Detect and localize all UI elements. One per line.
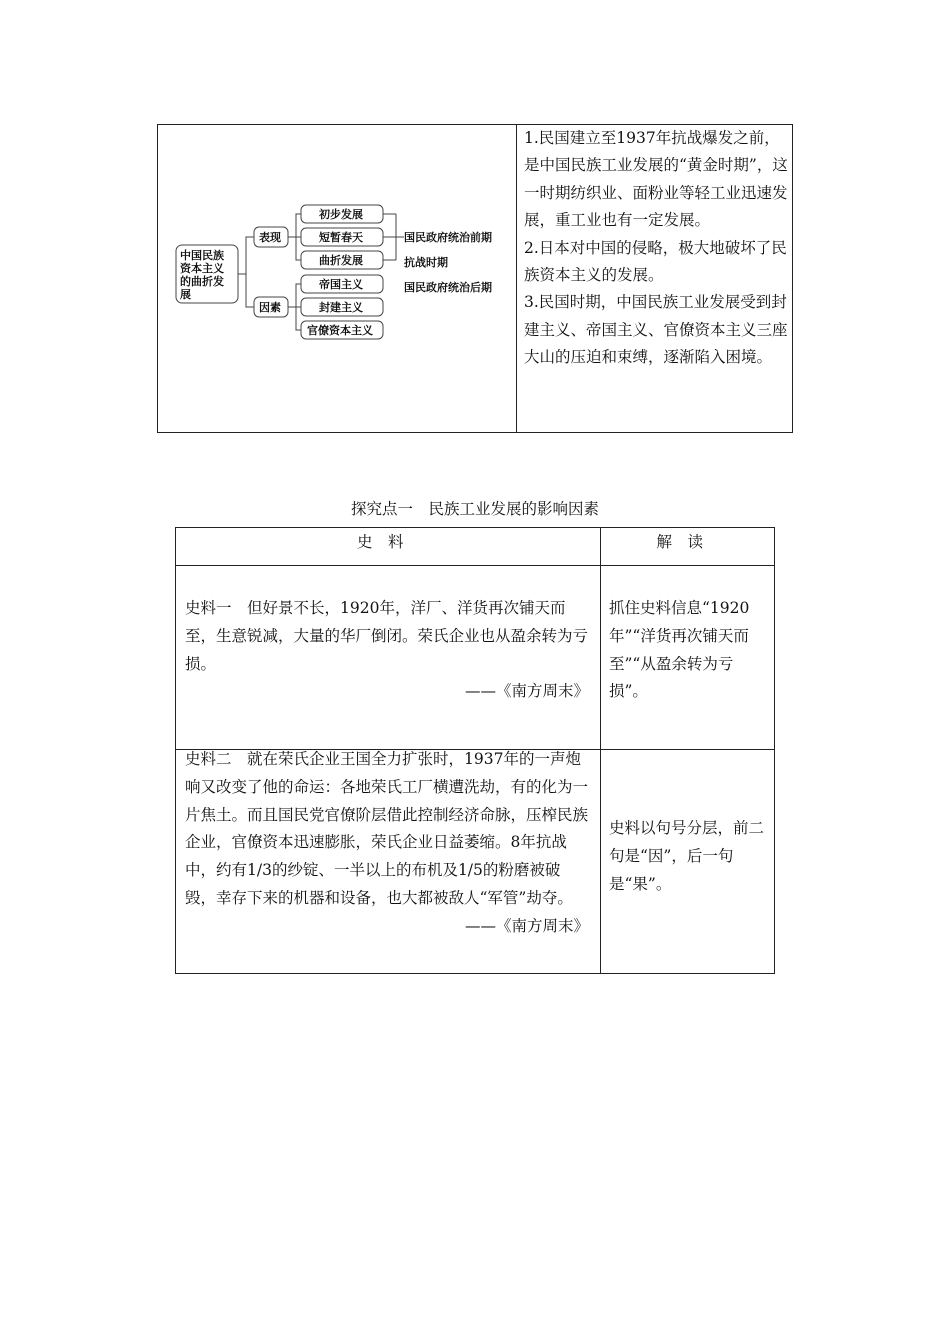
mindmap-factor-3: 官僚资本主义 xyxy=(307,324,373,337)
table-row-1-interpretation: 抓住史料信息“1920年”“洋货再次铺天而至”“从盈余转为亏损”。 xyxy=(609,599,750,701)
material-text: 史料一 但好景不长，1920年，洋厂、洋货再次铺天而至，生意锐减，大量的华厂倒闭。荣氏企业也从盈余转为亏损。 xyxy=(185,599,589,673)
summary-point-2: 2.日本对中国的侵略，极大地破坏了民族资本主义的发展。 xyxy=(524,238,787,285)
material-source: ——《南方周末》 xyxy=(464,682,589,701)
header-interpretation: 解读 xyxy=(656,533,719,551)
mindmap-manifestation-2: 短暂春天 xyxy=(319,231,363,244)
mindmap-period-1: 国民政府统治前期 xyxy=(404,231,492,244)
table-row-2-material xyxy=(185,746,589,941)
mindmap-manifestation-3: 曲折发展 xyxy=(319,254,363,267)
mindmap-branch-manifestation: 表现 xyxy=(259,231,281,244)
mindmap-root-line-4: 展 xyxy=(180,288,191,301)
summary-text xyxy=(524,125,789,372)
header-divider xyxy=(176,565,774,566)
table-row-2-interpretation: 史料以句号分层，前二句是“因”，后一句是“果”。 xyxy=(609,819,765,893)
mindmap-manifestation-1: 初步发展 xyxy=(319,208,363,221)
mind-map xyxy=(158,125,516,432)
summary-point-3: 3.民国时期，中国民族工业发展受到封建主义、帝国主义、官僚资本主义三座大山的压迫和束缚，逐渐陷入困境。 xyxy=(524,293,788,367)
header-material: 史料 xyxy=(356,533,419,551)
mindmap-period-2: 抗战时期 xyxy=(404,256,448,269)
material-source: ——《南方周末》 xyxy=(464,916,589,935)
mindmap-root-line-3: 的曲折发 xyxy=(180,275,224,288)
mindmap-factor-2: 封建主义 xyxy=(319,301,363,314)
summary-table xyxy=(157,124,793,433)
mindmap-branch-factors: 因素 xyxy=(259,301,281,314)
summary-point-1: 1.民国建立至1937年抗战爆发之前，是中国民族工业发展的“黄金时期”，这一时期纺织业、面粉业等轻工业迅速发展，重工业也有一定发展。 xyxy=(524,129,788,230)
material-text: 史料二 就在荣氏企业王国全力扩张时，1937年的一声炮响又改变了他的命运：各地荣氏工厂横遭洗劫，有的化为一片焦土。而且国民党官僚阶层借此控制经济命脉，压榨民族企业，官僚资本迅速膨胀，荣氏企业日益萎缩。8年抗战中，约有1/3的纱锭、一半以上的布机及1/5的粉磨被破毁，幸存下来的机器和设备，也大都被敌人“军管”劫夺。 xyxy=(185,750,589,907)
column-divider xyxy=(600,528,601,973)
mindmap-root-line-2: 资本主义 xyxy=(180,262,224,275)
mindmap-period-3: 国民政府统治后期 xyxy=(404,281,492,294)
section-title: 探究点一 民族工业发展的影响因素 xyxy=(350,500,599,518)
mindmap-root-line-1: 中国民族 xyxy=(180,249,224,262)
mindmap-factor-1: 帝国主义 xyxy=(319,278,363,291)
summary-divider xyxy=(516,125,517,432)
table-row-1-material xyxy=(185,595,589,706)
source-table xyxy=(175,527,775,974)
